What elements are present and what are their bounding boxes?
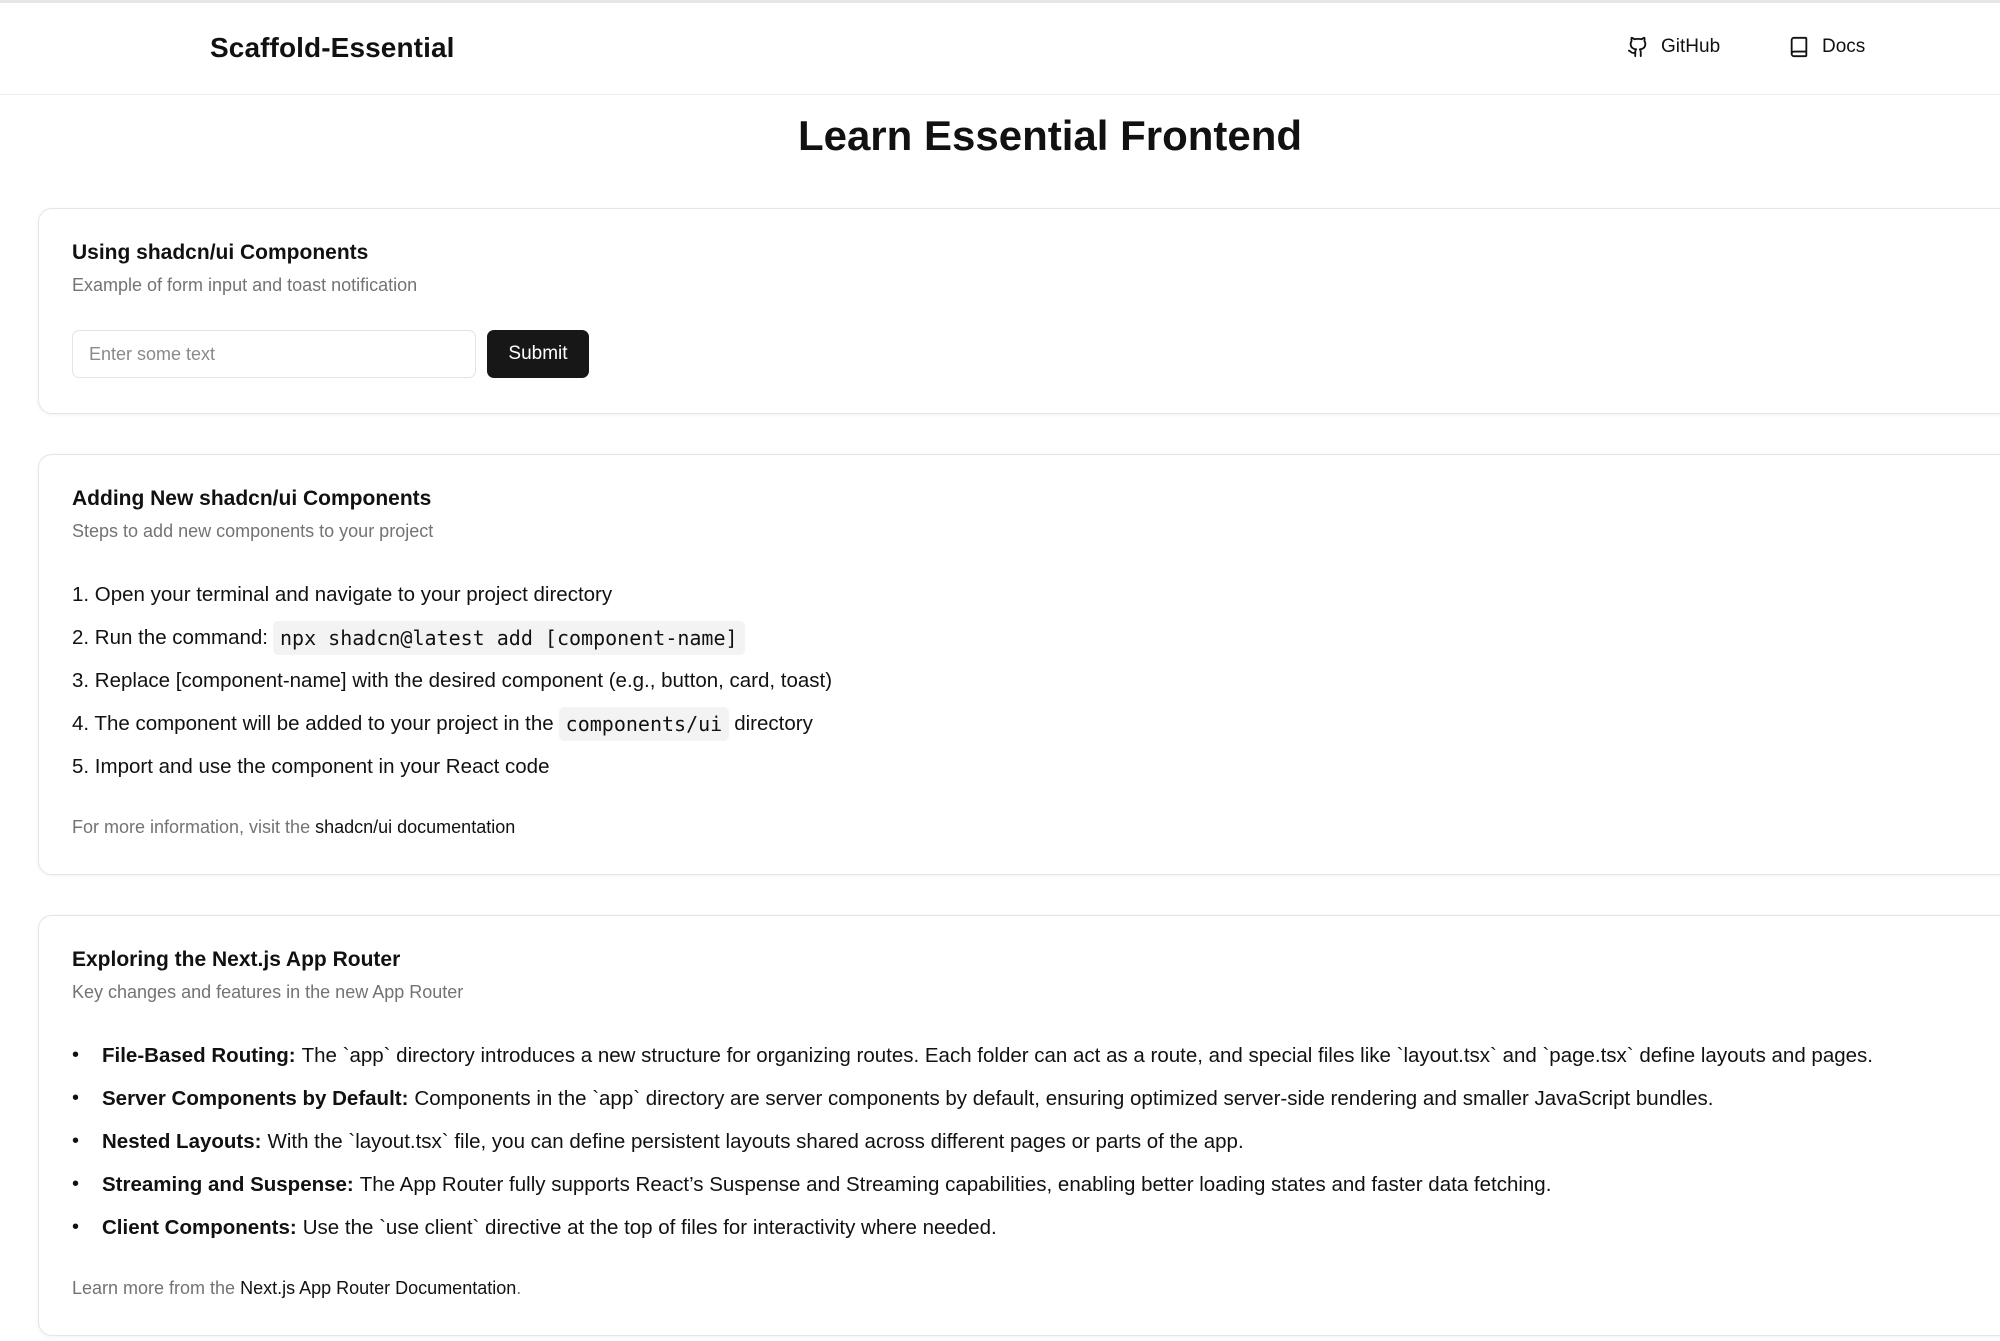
brand-logo-text[interactable]: Scaffold-Essential xyxy=(210,32,455,63)
feature-text: The `app` directory introduces a new structure for organizing routes. Each folder can act as a route, and special files like `layout.tsx` and `page.tsx` define layouts and pages. xyxy=(301,1043,1873,1067)
github-link-label: GitHub xyxy=(1661,36,1721,57)
step-text: 4. The component will be added to your project in the xyxy=(72,711,554,735)
shadcn-docs-link[interactable]: shadcn/ui documentation xyxy=(315,817,516,837)
step-text: 2. Run the command: xyxy=(72,625,268,649)
feature-text: The App Router fully supports React’s Suspense and Streaming capabilities, enabling better loading states and faster data fetching. xyxy=(359,1172,1552,1196)
steps-list xyxy=(72,573,832,788)
list-item xyxy=(72,1206,1873,1249)
app-router-card xyxy=(38,915,2000,1336)
card-title: Adding New shadcn/ui Components xyxy=(72,487,432,510)
features-list xyxy=(72,1034,1873,1249)
feature-label: Streaming and Suspense: xyxy=(102,1172,354,1196)
nextjs-docs-link[interactable]: Next.js App Router Documentation xyxy=(240,1278,517,1298)
docs-link[interactable] xyxy=(1788,36,1865,58)
shadcn-form-card xyxy=(38,208,2000,414)
feature-label: File-Based Routing: xyxy=(102,1043,296,1067)
add-components-card xyxy=(38,454,2000,875)
feature-text: Use the `use client` directive at the top of files for interactivity where needed. xyxy=(302,1215,997,1239)
feature-label: Nested Layouts: xyxy=(102,1129,262,1153)
submit-button[interactable]: Submit xyxy=(487,330,589,378)
step-text: 1. Open your terminal and navigate to your project directory xyxy=(72,582,613,606)
list-item xyxy=(72,1120,1873,1163)
footer-prefix: For more information, visit the xyxy=(72,817,311,837)
step-text: 3. Replace [component-name] with the desired component (e.g., button, card, toast) xyxy=(72,668,833,692)
path-code: components/ui xyxy=(559,707,730,741)
list-item xyxy=(72,1077,1873,1120)
bullet-icon: • xyxy=(72,1173,80,1195)
github-icon xyxy=(1627,36,1649,58)
card-title: Exploring the Next.js App Router xyxy=(72,948,401,971)
footer-suffix: . xyxy=(516,1278,522,1298)
bullet-icon: • xyxy=(72,1130,80,1152)
command-code: npx shadcn@latest add [component-name] xyxy=(273,621,745,655)
feature-label: Client Components: xyxy=(102,1215,297,1239)
page-title: Learn Essential Frontend xyxy=(797,112,1303,159)
card-title: Using shadcn/ui Components xyxy=(72,241,369,264)
list-item xyxy=(72,745,832,788)
top-navbar xyxy=(0,3,2000,95)
text-input[interactable] xyxy=(72,330,476,378)
step-text: 5. Import and use the component in your React code xyxy=(72,754,550,778)
footer-prefix: Learn more from the xyxy=(72,1278,236,1298)
list-item xyxy=(72,573,832,616)
card-description: Key changes and features in the new App Router xyxy=(72,982,464,1002)
feature-text: Components in the `app` directory are server components by default, ensuring optimized server-side rendering and smaller JavaScript bundles. xyxy=(414,1086,1714,1110)
list-item xyxy=(72,1163,1873,1206)
list-item xyxy=(72,1034,1873,1077)
feature-text: With the `layout.tsx` file, you can define persistent layouts shared across different pages or parts of the app. xyxy=(267,1129,1244,1153)
bullet-icon: • xyxy=(72,1044,80,1066)
docs-link-label: Docs xyxy=(1822,36,1866,57)
list-item xyxy=(72,702,832,745)
card-description: Example of form input and toast notification xyxy=(72,275,418,295)
step-text-after: directory xyxy=(734,711,813,735)
github-link[interactable] xyxy=(1627,36,1720,58)
feature-label: Server Components by Default: xyxy=(102,1086,409,1110)
list-item xyxy=(72,659,832,702)
card-footer-note xyxy=(72,1278,521,1299)
bullet-icon: • xyxy=(72,1087,80,1109)
list-item xyxy=(72,616,832,659)
card-description: Steps to add new components to your project xyxy=(72,521,434,541)
book-icon xyxy=(1788,36,1810,58)
card-footer-note xyxy=(72,817,515,838)
bullet-icon: • xyxy=(72,1216,80,1238)
